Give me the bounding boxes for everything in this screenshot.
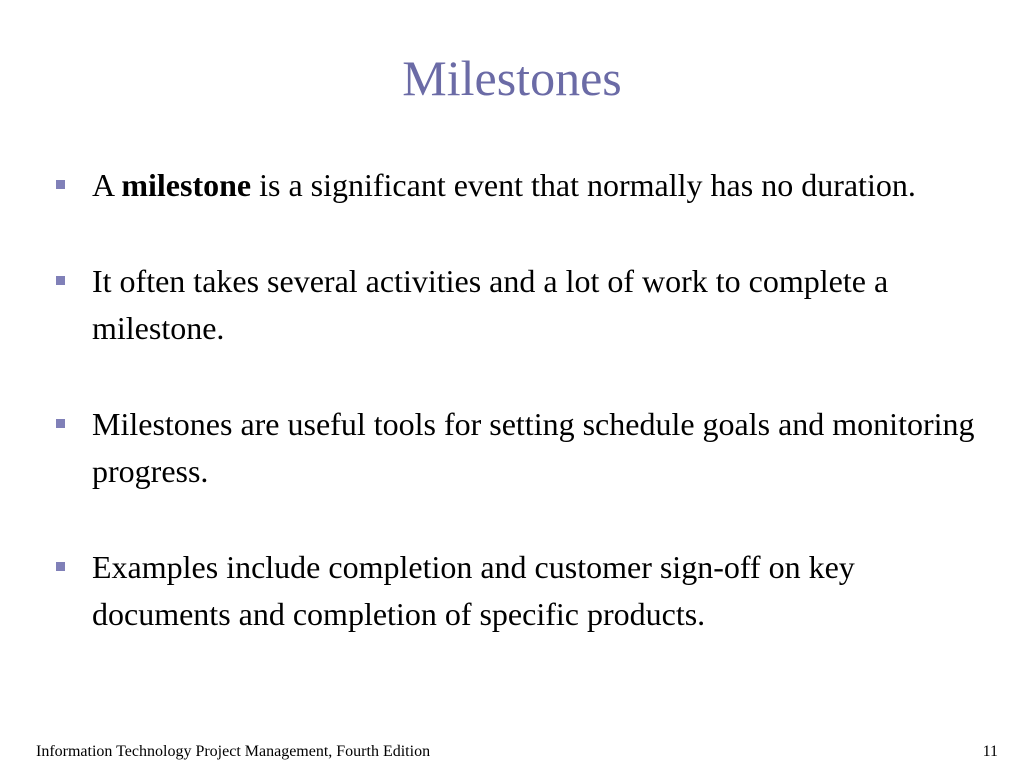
bullet-list (56, 162, 996, 687)
bullet-3-text: Milestones are useful tools for setting schedule goals and monitoring progress. (92, 406, 975, 489)
bullet-item-1 (56, 162, 996, 209)
square-bullet-icon (56, 562, 65, 571)
bullet-item-3 (56, 401, 996, 495)
bullet-item-4 (56, 544, 996, 638)
square-bullet-icon (56, 419, 65, 428)
bullet-1-text: is a significant event that normally has no duration. (251, 167, 916, 203)
page-number: 11 (982, 743, 998, 760)
bullet-2-text: It often takes several activities and a lot of work to complete a milestone. (92, 263, 889, 346)
bullet-4-text: Examples include completion and customer sign-off on key documents and completion of specific products. (92, 549, 855, 632)
slide-title: Milestones (402, 50, 622, 106)
square-bullet-icon (56, 180, 65, 189)
footer-source: Information Technology Project Management, Fourth Edition (36, 743, 431, 760)
bullet-1-emphasis: milestone (121, 167, 252, 203)
bullet-1-prefix: A (92, 167, 122, 203)
square-bullet-icon (56, 276, 65, 285)
bullet-item-2 (56, 258, 996, 352)
